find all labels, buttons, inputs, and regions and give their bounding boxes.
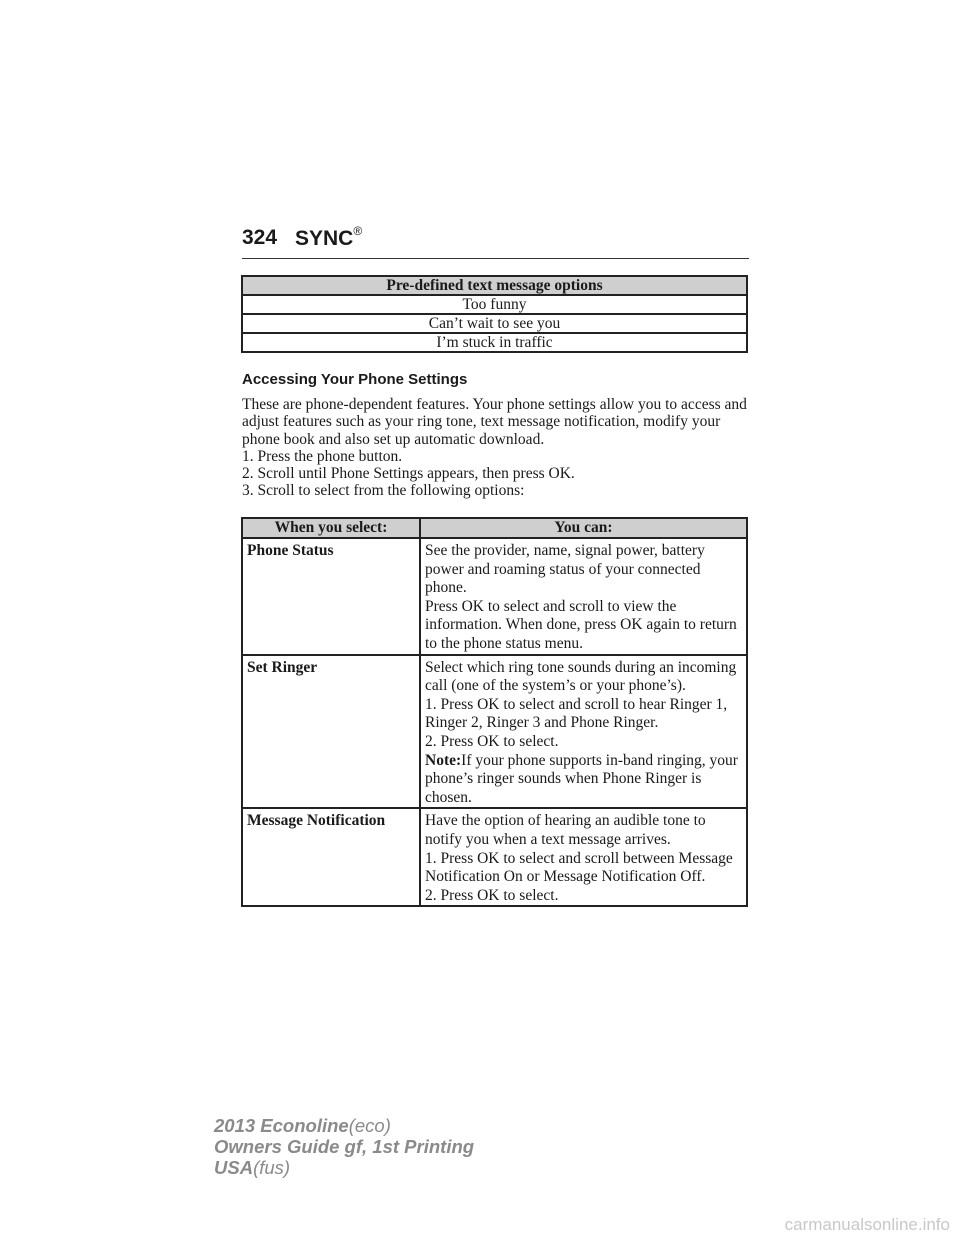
option-label: Set Ringer [242, 655, 420, 809]
description-line: See the provider, name, signal power, battery power and roaming status of your connected phone. [425, 542, 705, 597]
footer-model: 2013 Econoline [214, 1115, 349, 1136]
predefined-messages-header: Pre-defined text message options [242, 276, 747, 295]
table-row [242, 538, 747, 655]
header-rule [242, 258, 749, 259]
section-body [242, 396, 752, 500]
description-line: Select which ring tone sounds during an incoming call (one of the system’s or your phone’s). [425, 658, 737, 695]
note [425, 752, 742, 808]
phone-settings-table [241, 517, 748, 907]
table-row: I’m stuck in traffic [242, 333, 747, 352]
footer-region-code: (fus) [253, 1157, 291, 1178]
note-text: If your phone supports in-band ringing, your phone’s ringer sounds when Phone Ringer is chosen. [425, 751, 738, 806]
description-line: 1. Press OK to select and scroll to hear Ringer 1, Ringer 2, Ringer 3 and Phone Ringer. [425, 695, 728, 732]
section-heading: Accessing Your Phone Settings [242, 371, 468, 388]
registered-mark: ® [353, 224, 363, 238]
table-row: Can’t wait to see you [242, 314, 747, 333]
description-line: Have the option of hearing an audible tone to notify you when a text message arrives. [425, 812, 706, 848]
column-header-can: You can: [420, 518, 747, 538]
footer-model-code: (eco) [348, 1115, 391, 1136]
footer-line-3 [214, 1157, 474, 1178]
description-line: Press OK to select and scroll to view the information. When done, press OK again to return to the phone status menu. [425, 597, 737, 652]
step-item: 1. Press the phone button. [242, 447, 403, 465]
option-description [420, 655, 747, 809]
footer-line-2 [214, 1136, 474, 1157]
table-row: Too funny [242, 295, 747, 314]
option-description [420, 538, 747, 655]
option-description [420, 808, 747, 906]
table-row [242, 655, 747, 809]
intro-paragraph: These are phone-dependent features. Your phone settings allow you to access and adjust features such as your ring tone, text message notification, modify your phone book and also set up automatic download. [242, 396, 747, 448]
footer-region: USA [214, 1157, 254, 1178]
predefined-messages-table [241, 275, 748, 353]
table-row [242, 808, 747, 906]
description-line: 2. Press OK to select. [425, 732, 559, 750]
description-line: 2. Press OK to select. [425, 886, 559, 904]
page-number: 324 [242, 226, 278, 249]
footer-guide: Owners Guide gf, 1st Printing [214, 1136, 475, 1157]
step-item: 2. Scroll until Phone Settings appears, then press OK. [242, 465, 575, 483]
option-label: Phone Status [242, 538, 420, 655]
description-line: 1. Press OK to select and scroll between Message Notification On or Message Notification Off. [425, 849, 733, 886]
footer-line-1 [214, 1115, 474, 1136]
column-header-select: When you select: [242, 518, 420, 538]
note-label: Note: [425, 751, 462, 769]
page-title-text: SYNC [295, 227, 354, 250]
step-item: 3. Scroll to select from the following options: [242, 482, 525, 500]
page-title [295, 226, 362, 251]
document-footer [214, 1115, 474, 1178]
watermark: carmanualsonline.info [784, 1215, 950, 1234]
option-label: Message Notification [242, 808, 420, 906]
